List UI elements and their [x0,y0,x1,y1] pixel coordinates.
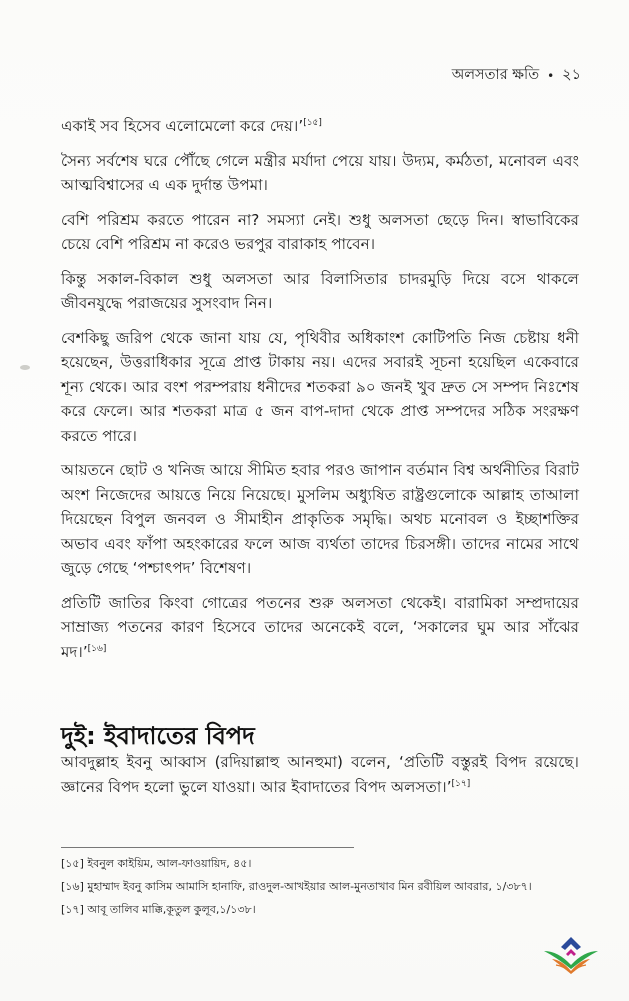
paragraph-6: আয়তনে ছোট ও খনিজ আয়ে সীমিত হবার পরও জাপান বর্তমান বিশ্ব অর্থনীতির বিরাট অংশ নিজেদের আয়ত্তে নিয়ে নিয়েছে। মুসলিম অধ্যুষিত রাষ্ট্রগুলোকে আল্লাহ তাআলা দিয়েছেন বিপুল জনবল ও সীমাহীন প্রাকৃতিক সমৃদ্ধি। অথচ মনোবল ও ইচ্ছাশক্তির অভাব এবং ফাঁপা অহংকারের ফলে আজ ব্যর্থতা তাদের চিরসঙ্গী। তাদের নামের সাথে জুড়ে গেছে ‘পশ্চাৎপদ’ বিশেষণ। [61,461,579,577]
header-separator: • [547,69,555,83]
paragraph-7: প্রতিটি জাতির কিংবা গোত্রের পতনের শুরু অলসতা থেকেই। বারামিকা সম্প্রদায়ের সাম্রাজ্য পতনের কারণ হিসেবে তাদের অনেকেই বলে, ‘সকালের ঘুম আর সাঁঝের মদ।’[১৬] [61,593,579,661]
chapter-title: অলসতার ক্ষতি [451,67,540,83]
logo-chevron [566,949,576,956]
paragraph-5: বেশকিছু জরিপ থেকে জানা যায় যে, পৃথিবীর অধিকাংশ কোটিপতি নিজ চেষ্টায় ধনী হয়েছেন, উত্তরাধিকার সূত্রে প্রাপ্ত টাকায় নয়। এদের সবারই সূচনা হয়েছিল একেবারে শূন্য থেকে। আর বংশ পরম্পরায় ধনীদের শতকরা ৯০ জনই খুব দ্রুত সে সম্পদ নিঃশেষ করে ফেলে। আর শতকরা মাত্র ৫ জন বাপ-দাদা থেকে প্রাপ্ত সম্পদের সঠিক সংরক্ষণ করতে পারে। [61,328,579,445]
page-number: ২১ [562,67,581,83]
running-header [452,64,581,88]
section-heading: দুই: ইবাদাতের বিপদ [61,722,255,750]
footnote-divider [61,847,354,848]
footnote-17: [১৭] আবূ তালিব মাক্কি,কূতুল কুলূব,১/১৩৮। [61,903,256,916]
footnotes [61,856,579,925]
footnote-ref-15[interactable]: [১৫] [303,117,322,128]
publisher-logo-icon [540,935,602,975]
body-text [61,114,579,674]
paragraph-4: কিন্তু সকাল-বিকাল শুধু অলসতা আর বিলাসিতার চাদরমুড়ি দিয়ে বসে থাকলে জীবনযুদ্ধে পরাজয়ের সুসংবাদ নিন। [61,269,579,312]
logo-book-green [544,951,598,969]
logo-roof [561,937,581,950]
paragraph-2: সৈন্য সর্বশেষ ঘরে পৌঁছে গেলে মন্ত্রীর মর্যাদা পেয়ে যায়। উদ্যম, কর্মঠতা, মনোবল এবং আত্মবিশ্বাসের এ এক দুর্দান্ত উপমা। [61,151,579,194]
footnote-ref-16[interactable]: [১৬] [87,643,107,654]
paragraph-1: একাই সব হিসেব এলোমেলো করে দেয়।’[১৫] [61,117,322,135]
section-body: আবদুল্লাহ ইবনু আব্বাস (রদিয়াল্লাহু আনহুমা) বলেন, ‘প্রতিটি বস্তুরই বিপদ রয়েছে। জ্ঞানের বিপদ হলো ভুলে যাওয়া। আর ইবাদাতের বিপদ অলসতা।’[১৭] [61,753,579,796]
paragraph-3: বেশি পরিশ্রম করতে পারেন না? সমস্যা নেই। শুধু অলসতা ছেড়ে দিন। স্বাভাবিকের চেয়ে বেশি পরিশ্রম না করেও ভরপুর বারাকাহ পাবেন। [61,210,579,253]
footnote-ref-17[interactable]: [১৭] [451,778,471,789]
scan-smudge [20,365,30,370]
footnote-15: [১৫] ইবনুল কাইয়িম, আল-ফাওয়ায়িদ, ৪৫। [61,857,252,870]
footnote-16: [১৬] মুহাম্মাদ ইবনু কাসিম আমাসি হানাফি, রাওদুল-আখইয়ার আল-মুনতাখাব মিন রবীয়িল আবরার, ১/৩৮৭। [61,880,532,893]
